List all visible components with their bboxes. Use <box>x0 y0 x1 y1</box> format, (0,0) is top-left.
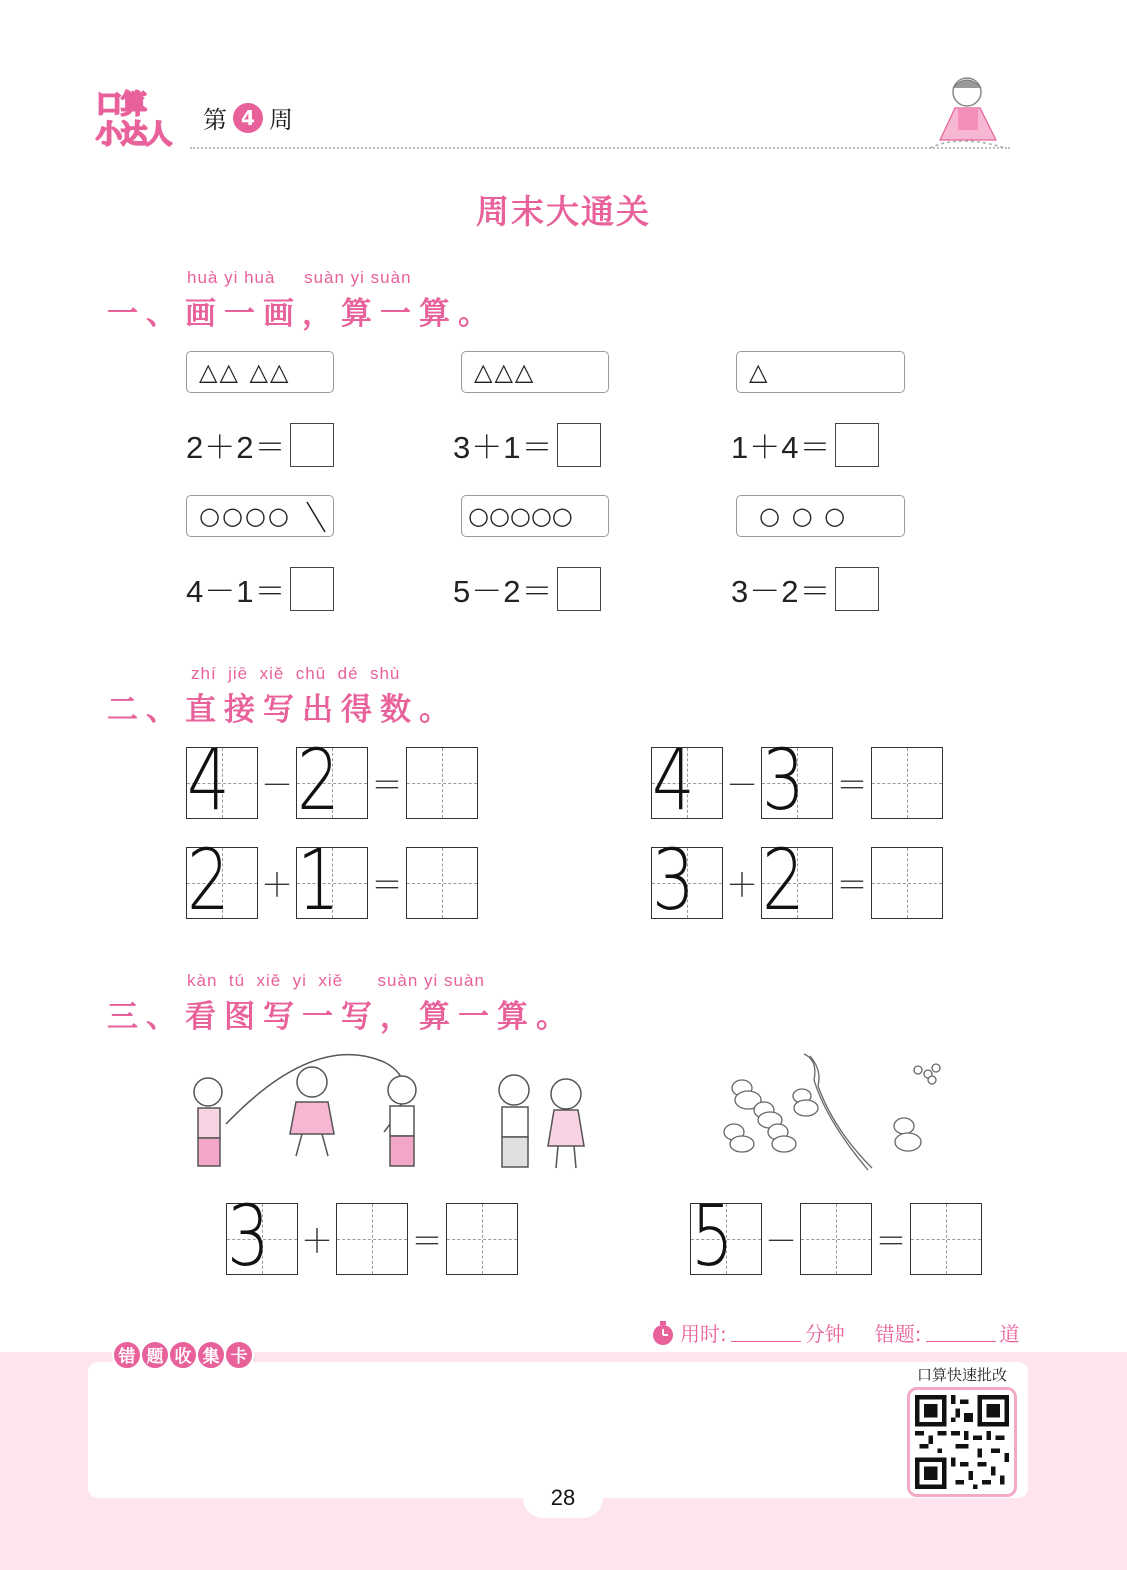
card-title-char: 错 <box>112 1340 142 1370</box>
qr-label: 口算快速批改 <box>916 1366 1007 1384</box>
time-label: 用时: <box>680 1322 727 1346</box>
equation-6 <box>731 566 879 611</box>
answer-grid[interactable] <box>406 847 478 919</box>
card-title-char: 收 <box>168 1340 198 1370</box>
digit: 2 <box>297 731 340 829</box>
equation-text: 3－2＝ <box>731 574 832 609</box>
operator: － <box>725 767 758 803</box>
section3-title: 三、看图写一写，算一算。 <box>107 999 575 1035</box>
digit-grid <box>651 731 723 829</box>
digit: 3 <box>227 1187 270 1285</box>
section2-title: 二、直接写出得数。 <box>107 692 458 728</box>
equation-2 <box>453 422 601 467</box>
ducklings-illustration <box>718 1050 950 1176</box>
answer-grid[interactable] <box>446 1203 518 1275</box>
answer-box[interactable] <box>557 423 601 467</box>
digit: 3 <box>652 831 695 929</box>
shape-box-3: △ <box>736 351 905 393</box>
answer-box[interactable] <box>290 567 334 611</box>
mascot-illustration <box>920 70 1015 160</box>
grid-equation-1 <box>186 731 478 829</box>
equation-text: 5－2＝ <box>453 574 554 609</box>
qr-code-icon <box>915 1395 1009 1489</box>
digit-grid <box>186 831 258 929</box>
digit-grid <box>761 831 833 929</box>
week-prefix: 第 <box>203 106 227 134</box>
equals-sign: ＝ <box>370 767 403 803</box>
answer-grid[interactable] <box>871 747 943 819</box>
qr-block <box>903 1364 1021 1494</box>
shape-box-2: △△△ <box>461 351 609 393</box>
digit: 2 <box>762 831 805 929</box>
error-card-title <box>112 1340 252 1370</box>
logo-line-2: 小达人 <box>96 120 172 150</box>
equation-text: 4－1＝ <box>186 574 287 609</box>
digit-grid <box>761 731 833 829</box>
equation-text: 1＋4＝ <box>731 430 832 465</box>
answer-box[interactable] <box>835 567 879 611</box>
grid-equation-2 <box>651 731 943 829</box>
time-blank[interactable] <box>731 1324 801 1342</box>
operator: － <box>260 767 293 803</box>
digit-grid <box>690 1187 762 1285</box>
qr-code[interactable] <box>907 1387 1017 1497</box>
equation-text: 2＋2＝ <box>186 430 287 465</box>
shape-box-5: ○○○○○ <box>461 495 609 537</box>
digit: 1 <box>297 831 340 929</box>
card-title-char: 集 <box>196 1340 226 1370</box>
equals-sign: ＝ <box>370 867 403 903</box>
answer-box[interactable] <box>835 423 879 467</box>
digit: 4 <box>187 731 230 829</box>
digit-grid <box>186 731 258 829</box>
equals-sign: ＝ <box>835 867 868 903</box>
time-unit: 分钟 <box>804 1322 845 1346</box>
errors-blank[interactable] <box>926 1324 996 1342</box>
section1-pinyin: huà yi huà suàn yi suàn <box>187 268 412 287</box>
logo-line-1: 口算 <box>96 90 147 120</box>
answer-grid[interactable] <box>800 1203 872 1275</box>
answer-box[interactable] <box>290 423 334 467</box>
children-jump-rope-illustration <box>184 1052 594 1178</box>
shape-box-1: △△ △△ <box>186 351 334 393</box>
operator: － <box>764 1223 797 1259</box>
equals-sign: ＝ <box>410 1223 443 1259</box>
digit-grid <box>296 731 368 829</box>
digit-grid <box>226 1187 298 1285</box>
answer-grid[interactable] <box>406 747 478 819</box>
equals-sign: ＝ <box>874 1223 907 1259</box>
digit-grid <box>651 831 723 929</box>
equals-sign: ＝ <box>835 767 868 803</box>
stopwatch-icon <box>650 1320 676 1346</box>
shape-text: ○○○○ <box>199 502 291 530</box>
digit-grid <box>296 831 368 929</box>
section1-title: 一、画一画，算一算。 <box>107 296 497 332</box>
week-number-badge: 4 <box>233 103 263 133</box>
errors-label: 错题: <box>874 1322 922 1346</box>
operator: ＋ <box>725 867 758 903</box>
page-title: 周末大通关 <box>476 192 651 231</box>
answer-grid[interactable] <box>336 1203 408 1275</box>
shape-box-6: ○ ○ ○ <box>736 495 905 537</box>
equation-text: 3＋1＝ <box>453 430 554 465</box>
picture-equation-1 <box>226 1187 518 1285</box>
header-divider <box>190 147 1010 149</box>
answer-grid[interactable] <box>871 847 943 919</box>
operator: ＋ <box>300 1223 333 1259</box>
logo <box>92 84 184 150</box>
grid-equation-4 <box>651 831 943 929</box>
equation-1 <box>186 422 334 467</box>
page-number: 28 <box>523 1478 603 1518</box>
card-title-char: 题 <box>140 1340 170 1370</box>
digit: 4 <box>652 731 695 829</box>
card-title-char: 卡 <box>224 1340 254 1370</box>
answer-box[interactable] <box>557 567 601 611</box>
equation-5 <box>453 566 601 611</box>
errors-unit: 道 <box>999 1322 1020 1346</box>
grid-equation-3 <box>186 831 478 929</box>
section3-pinyin: kàn tú xiě yi xiě suàn yi suàn <box>187 971 485 990</box>
digit: 2 <box>187 831 230 929</box>
shape-box-4 <box>186 495 334 537</box>
digit: 3 <box>762 731 805 829</box>
equation-3 <box>731 422 879 467</box>
operator: ＋ <box>260 867 293 903</box>
answer-grid[interactable] <box>910 1203 982 1275</box>
cross-out-mark <box>305 500 329 534</box>
week-label <box>203 100 293 135</box>
picture-equation-2 <box>690 1187 982 1285</box>
week-suffix: 周 <box>269 106 293 134</box>
timing-line <box>650 1318 1020 1347</box>
equation-4 <box>186 566 334 611</box>
digit: 5 <box>691 1187 734 1285</box>
section2-pinyin: zhí jiē xiě chū dé shù <box>191 664 401 683</box>
